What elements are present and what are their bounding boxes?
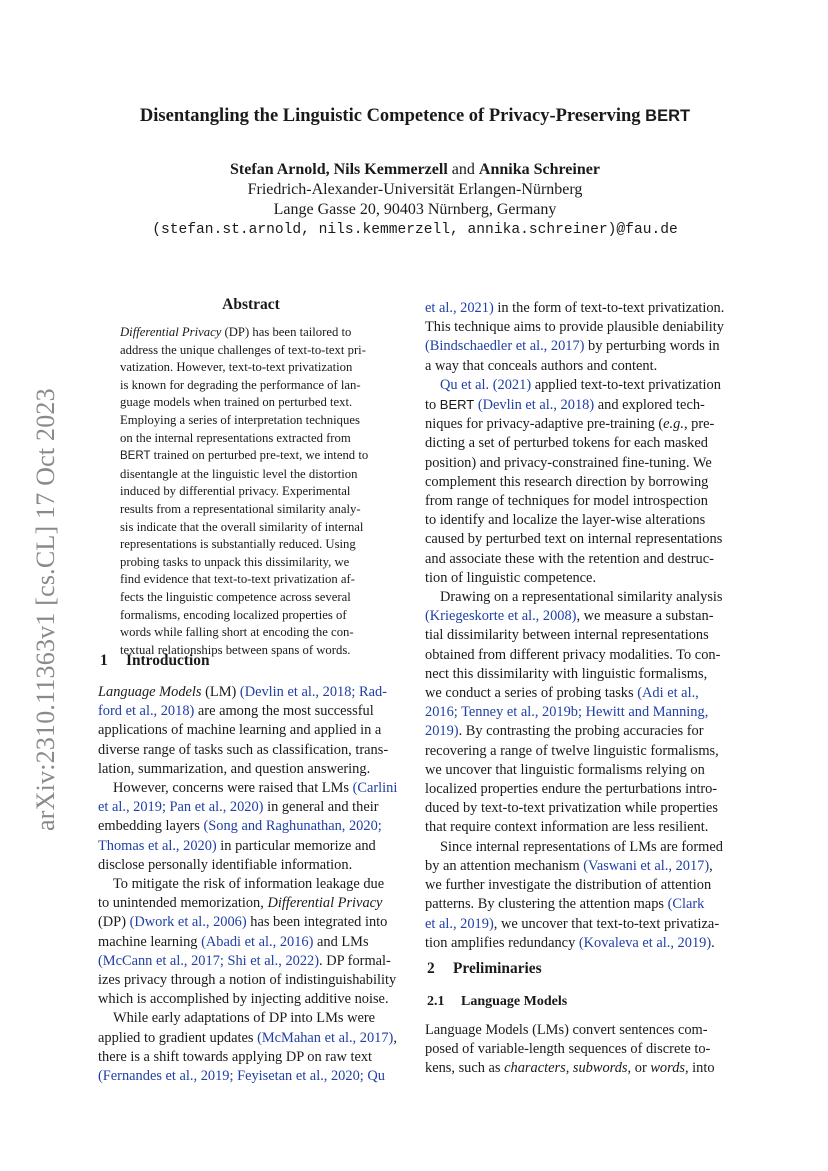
abstract-line: is known for degrading the performance of lan- <box>120 377 361 392</box>
section-title: Preliminaries <box>453 960 542 977</box>
text-line: tion of linguistic competence. <box>425 569 597 586</box>
text-line: by an attention mechanism (Vaswani et al., 2017), <box>425 857 713 874</box>
text-line: complement this research direction by borrowing <box>425 473 709 490</box>
authors-and: and <box>451 161 475 178</box>
authors-last: Annika Schreiner <box>478 161 600 178</box>
section-number: 1 <box>100 652 108 669</box>
language-models-paragraph <box>425 1021 732 1079</box>
text-line: caused by perturbed text on internal representations <box>425 531 723 548</box>
text-line: izes privacy through a notion of indistinguishability <box>98 972 397 989</box>
text-line: to identify and localize the layer-wise alterations <box>425 512 706 529</box>
text-line: dicting a set of perturbed tokens for each masked <box>425 435 708 452</box>
title-main: Disentangling the Linguistic Competence of Privacy-Preserving <box>139 106 646 126</box>
section-heading-preliminaries <box>427 960 542 978</box>
text-line: Drawing on a representational similarity analysis <box>440 589 723 606</box>
abstract-line: disentangle at the linguistic level the distortion <box>120 466 358 481</box>
text-line: kens, such as characters, subwords, or words, into <box>425 1060 715 1077</box>
subsection-number: 2.1 <box>427 994 445 1009</box>
text-line: machine learning (Abadi et al., 2016) and LMs <box>98 933 369 950</box>
text-line: duced by text-to-text privatization while properties <box>425 800 718 817</box>
abstract-line: on the internal representations extracted from <box>120 430 351 445</box>
text-line: and associate these with the retention and destruc- <box>425 550 714 567</box>
section-title: Introduction <box>126 652 210 669</box>
text-line: to unintended memorization, Differential Privacy <box>98 895 383 912</box>
text-line: Thomas et al., 2020) in particular memorize and <box>98 837 376 854</box>
abstract-line: find evidence that text-to-text privatization af- <box>120 572 355 587</box>
text-line: ford et al., 2018) are among the most successful <box>98 703 374 720</box>
subsection-heading-language-models <box>427 994 567 1010</box>
text-line: 2016; Tenney et al., 2019b; Hewitt and Manning, <box>425 704 709 721</box>
paper-title <box>100 106 730 127</box>
text-line: tion amplifies redundancy (Kovaleva et al., 2019). <box>425 934 715 951</box>
text-line: tial dissimilarity between internal representations <box>425 627 709 644</box>
text-line: lation, summarization, and question answering. <box>98 760 371 777</box>
text-line: we conduct a series of probing tasks (Adi et al., <box>425 685 699 702</box>
author-emails: (stefan.st.arnold, nils.kemmerzell, annika.schreiner)@fau.de <box>152 222 678 238</box>
text-line: applications of machine learning and applied in a <box>98 722 382 739</box>
text-line: posed of variable-length sequences of discrete to- <box>425 1041 711 1058</box>
text-line: niques for privacy-adaptive pre-training (e.g., pre- <box>425 416 715 433</box>
text-line: position) and privacy-constrained fine-tuning. We <box>425 454 712 471</box>
author-names <box>100 161 730 179</box>
abstract-heading: Abstract <box>222 296 280 313</box>
section-heading-introduction <box>100 652 210 670</box>
text-line: embedding layers (Song and Raghunathan, 2020; <box>98 818 382 835</box>
text-line: there is a shift towards applying DP on raw text <box>98 1048 373 1065</box>
title-model-name: BERT <box>645 107 691 125</box>
text-line: While early adaptations of DP into LMs were <box>113 1010 376 1027</box>
abstract-line: words while falling short at encoding the con- <box>120 625 354 640</box>
text-line: Since internal representations of LMs are formed <box>440 838 723 855</box>
abstract-line: vatization. However, text-to-text privatization <box>120 360 353 375</box>
abstract-line: address the unique challenges of text-to-text pri- <box>120 342 366 357</box>
introduction-right-column <box>425 299 732 953</box>
text-line: we further investigate the distribution of attention <box>425 877 712 894</box>
text-line: that require context information are less resilient. <box>425 819 709 836</box>
text-line: to BERT (Devlin et al., 2018) and explored tech- <box>425 397 705 414</box>
text-line: (DP) (Dwork et al., 2006) has been integrated into <box>98 914 388 931</box>
text-line: 2019). By contrasting the probing accuracies for <box>425 723 704 740</box>
text-line: To mitigate the risk of information leakage due <box>113 876 385 893</box>
abstract-line: representations is substantially reduced. Using <box>120 537 356 552</box>
abstract-line: probing tasks to unpack this dissimilarity, we <box>120 554 350 569</box>
abstract-line: fects the linguistic competence across several <box>120 589 351 604</box>
text-line: localized properties endure the perturbations intro- <box>425 781 718 798</box>
abstract-line: induced by differential privacy. Experimental <box>120 484 351 499</box>
text-line: nect this dissimilarity with linguistic formalisms, <box>425 665 708 682</box>
subsection-title: Language Models <box>461 994 568 1009</box>
abstract-line: guage models when trained on perturbed text. <box>120 395 353 410</box>
text-line: (Bindschaedler et al., 2017) by perturbing words in <box>425 338 720 355</box>
section-number: 2 <box>427 960 435 977</box>
text-line: we uncover that linguistic formalisms relying on <box>425 761 705 778</box>
abstract-line: Differential Privacy (DP) has been tailored to <box>120 325 352 339</box>
text-line: applied to gradient updates (McMahan et al., 2017), <box>98 1029 397 1046</box>
introduction-left-column <box>98 683 404 1086</box>
text-line: Language Models (LM) (Devlin et al., 2018; Rad- <box>98 684 387 700</box>
author-affiliation: Friedrich-Alexander-Universität Erlangen-Nürnberg <box>247 181 583 198</box>
text-line: This technique aims to provide plausible deniability <box>425 319 724 336</box>
abstract-line: Employing a series of interpretation techniques <box>120 412 360 427</box>
text-line: a way that conceals authors and content. <box>425 357 658 374</box>
text-line: et al., 2021) in the form of text-to-text privatization. <box>425 300 725 316</box>
text-line: recovering a range of twelve linguistic formalisms, <box>425 742 719 759</box>
text-line: which is accomplished by injecting additive noise. <box>98 991 389 1008</box>
text-line: et al., 2019), we uncover that text-to-text privatiza- <box>425 915 720 932</box>
text-line: However, concerns were raised that LMs (Carlini <box>113 780 398 797</box>
text-line: (Kriegeskorte et al., 2008), we measure a substan- <box>425 608 714 625</box>
text-line: patterns. By clustering the attention maps (Clark <box>425 896 705 913</box>
text-line: from range of techniques for model introspection <box>425 493 708 510</box>
abstract-line: results from a representational similarity analy- <box>120 501 361 516</box>
authors-first: Stefan Arnold, Nils Kemmerzell <box>230 161 448 178</box>
text-line: (Fernandes et al., 2019; Feyisetan et al., 2020; Qu <box>98 1068 385 1085</box>
text-line: Qu et al. (2021) applied text-to-text privatization <box>440 376 721 393</box>
abstract-line: BERT trained on perturbed pre-text, we intend to <box>120 448 369 463</box>
abstract-body <box>120 324 380 659</box>
text-line: (McCann et al., 2017; Shi et al., 2022). DP formal- <box>98 952 391 969</box>
text-line: et al., 2019; Pan et al., 2020) in general and their <box>98 799 379 816</box>
text-line: disclose personally identifiable information. <box>98 856 353 873</box>
abstract-line: formalisms, encoding localized properties of <box>120 607 347 622</box>
text-line: obtained from different privacy modalities. To con- <box>425 646 721 663</box>
author-address: Lange Gasse 20, 90403 Nürnberg, Germany <box>273 201 557 218</box>
text-line: Language Models (LMs) convert sentences com- <box>425 1022 708 1038</box>
arxiv-stamp: arXiv:2310.11363v1 [cs.CL] 17 Oct 2023 <box>31 388 60 832</box>
text-line: diverse range of tasks such as classification, trans- <box>98 741 389 758</box>
abstract-line: textual relationships between spans of words. <box>120 642 351 657</box>
abstract-line: sis indicate that the overall similarity of internal <box>120 519 364 534</box>
